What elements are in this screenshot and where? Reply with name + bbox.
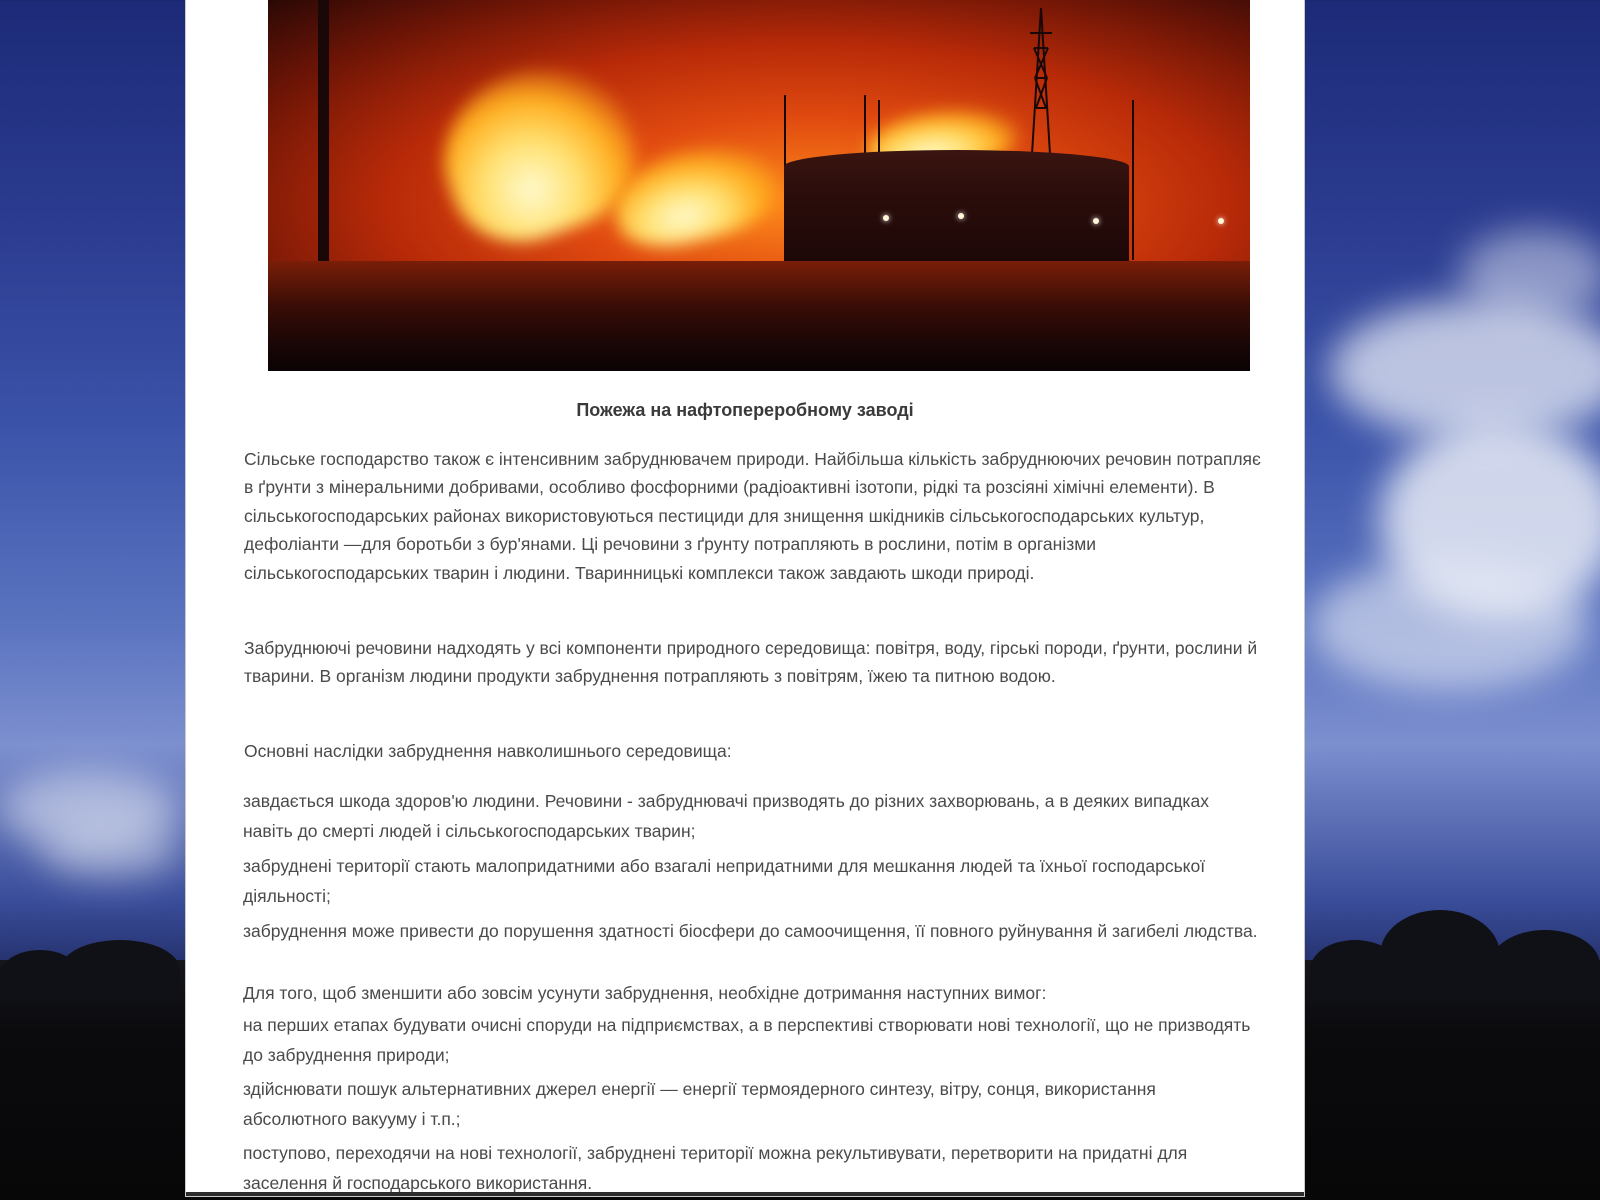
storage-tank	[784, 150, 1129, 268]
light	[1093, 218, 1099, 224]
photo-caption: Пожежа на нафтопереробному заводі	[576, 400, 914, 420]
light	[958, 213, 964, 219]
requirement-item: на перших етапах будувати очисні споруди на підприємствах, а в перспективі створювати нові технології, що не призводять до забруднення природи;	[243, 1015, 1251, 1065]
consequence-item: забруднення може привести до порушення здатності біосфери до самоочищення, її повного руйнування й загибелі людства.	[243, 921, 1258, 941]
mast	[878, 100, 880, 155]
consequence-item: завдається шкода здоров'ю людини. Речовини - забруднювачі призводять до різних захворювань, а в деяких випадках навіть до смерті людей і сільськогосподарських тварин;	[243, 791, 1209, 841]
refinery-fire-photo	[268, 0, 1250, 371]
requirement-item: поступово, переходячи на нові технології, забруднені території можна рекультивувати, перетворити на придатні для заселення й господарського використання.	[243, 1143, 1188, 1193]
requirement-item: здійснювати пошук альтернативних джерел енергії — енергії термоядерного синтезу, вітру, сонця, використання абсолютного вакууму і т.п.;	[243, 1079, 1156, 1129]
mast	[1132, 100, 1134, 260]
cloud	[1330, 300, 1600, 440]
tree	[60, 940, 180, 1000]
light	[1218, 218, 1224, 224]
paragraph-pollutants: Забруднюючі речовини надходять у всі компоненти природного середовища: повітря, воду, гірські породи, ґрунти, рослини й тварини. В організм людини продукти забруднення потрапляють з повітрям, їжею та питною водою.	[244, 638, 1258, 687]
tree	[1380, 910, 1500, 1000]
tree	[1490, 930, 1600, 1000]
ground	[268, 261, 1250, 371]
paragraph-agriculture: Сільське господарство також є інтенсивним забруднювачем природи. Найбільша кількість забруднюючих речовин потрапляє в ґрунти з мінеральними добривами, особливо фосфорними (радіоактивні ізотопи, рідкі та розсіяні хімічні елементи). В сільськогосподарських районах використовуються пестициди для знищення шкідників сільськогосподарських культур, дефоліанти —для боротьби з бур'янами. Ці речовини з ґрунту потрапляють в рослини, потім в організми сільськогосподарських тварин і людини. Тваринницькі комплекси також завдають шкоди природі.	[244, 449, 1261, 583]
cloud	[1460, 230, 1600, 320]
consequence-item: забруднені території стають малопридатними або взагалі непридатними для мешкання людей та їхньої господарської діяльності;	[243, 856, 1206, 906]
cloud	[40, 820, 180, 880]
paragraph-consequences-heading: Основні наслідки забруднення навколишнього середовища:	[244, 741, 732, 761]
light	[883, 215, 889, 221]
power-tower	[1026, 8, 1056, 154]
content-slide	[186, 0, 1304, 1196]
requirements-intro: Для того, щоб зменшити або зовсім усунути забруднення, необхідне дотримання наступних вимог:	[243, 983, 1047, 1003]
mast	[864, 95, 866, 155]
slide-bottom-border	[186, 1192, 1304, 1196]
cloud	[1310, 560, 1590, 690]
